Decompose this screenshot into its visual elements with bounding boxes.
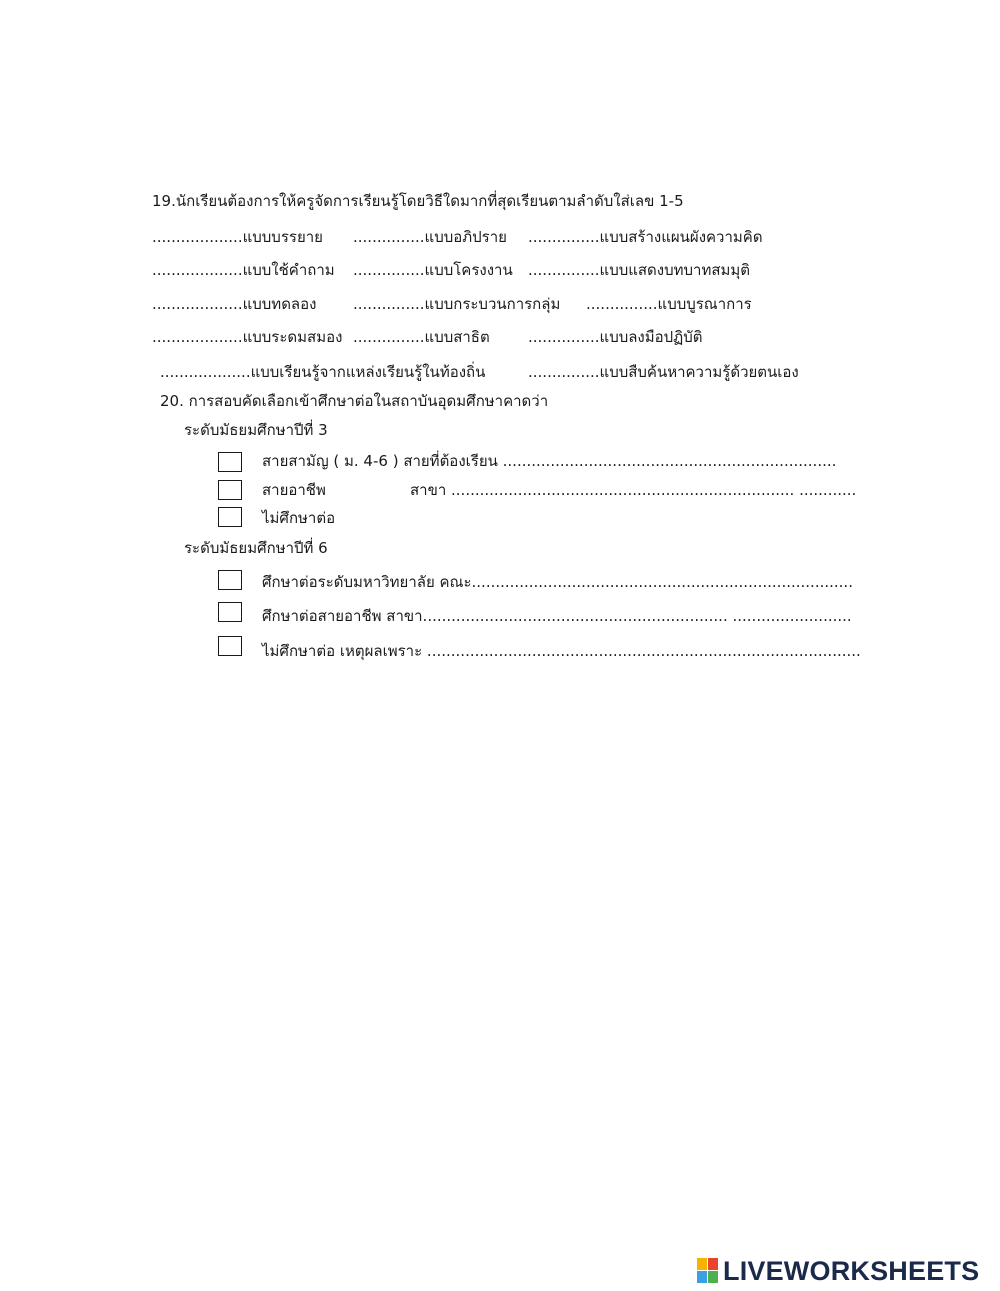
m3-option-general: สายสามัญ ( ม. 4-6 ) สายที่ต้องเรียน ...................................................................... (262, 452, 837, 470)
liveworksheets-logo (697, 1256, 979, 1286)
m6-option-university: ศึกษาต่อระดับมหาวิทยาลัย คณะ................................................................................ (262, 573, 853, 591)
checkbox-m3-no-study[interactable] (218, 507, 242, 527)
m3-major-field[interactable]: สาขา ........................................................................ ............ (410, 481, 857, 499)
q19-option[interactable]: ...............แบบบูรณาการ (586, 295, 752, 313)
checkbox-m6-no-study[interactable] (218, 636, 242, 656)
q19-option[interactable]: ...............แบบอภิปราย (353, 228, 507, 246)
m3-option-no-study: ไม่ศึกษาต่อ (262, 509, 336, 527)
m3-heading: ระดับมัธยมศึกษาปีที่ 3 (184, 421, 328, 439)
q19-option[interactable]: ...................แบบทดลอง (152, 295, 317, 313)
q19-option[interactable]: ...................แบบบรรยาย (152, 228, 323, 246)
m6-heading: ระดับมัธยมศึกษาปีที่ 6 (184, 539, 328, 557)
checkbox-m3-vocational[interactable] (218, 480, 242, 500)
question-20-title: 20. การสอบคัดเลือกเข้าศึกษาต่อในสถาบันอุดมศึกษาคาดว่า (160, 392, 549, 410)
q19-option[interactable]: ...................แบบระดมสมอง (152, 328, 343, 346)
q19-option[interactable]: ...............แบบกระบวนการกลุ่ม (353, 295, 561, 313)
m3-option-vocational: สายอาชีพ (262, 481, 326, 499)
checkbox-m6-vocational[interactable] (218, 602, 242, 622)
checkbox-m3-general[interactable] (218, 452, 242, 472)
q19-option[interactable]: ...............แบบสาธิต (353, 328, 490, 346)
q19-option[interactable]: ...................แบบใช้คำถาม (152, 261, 335, 279)
m6-option-no-study: ไม่ศึกษาต่อ เหตุผลเพราะ ........................................................................................... (262, 642, 861, 660)
checkbox-m6-university[interactable] (218, 570, 242, 590)
q19-option[interactable]: ...................แบบเรียนรู้จากแหล่งเรียนรู้ในท้องถิ่น (160, 363, 486, 381)
q19-option[interactable]: ...............แบบแสดงบทบาทสมมุติ (528, 261, 751, 279)
q19-option[interactable]: ...............แบบสร้างแผนผังความคิด (528, 228, 763, 246)
q19-option[interactable]: ...............แบบโครงงาน (353, 261, 513, 279)
q19-option[interactable]: ...............แบบสืบค้นหาความรู้ด้วยตนเอง (528, 363, 799, 381)
logo-text: LIVEWORKSHEETS (723, 1255, 980, 1286)
q19-option[interactable]: ...............แบบลงมือปฏิบัติ (528, 328, 703, 346)
liveworksheets-logo-icon (697, 1258, 719, 1284)
m6-option-vocational: ศึกษาต่อสายอาชีพ สาขา................................................................ ......................... (262, 607, 852, 625)
question-19-title: 19.นักเรียนต้องการให้ครูจัดการเรียนรู้โดยวิธีใดมากที่สุดเรียนตามลำดับใส่เลข 1-5 (152, 192, 684, 210)
